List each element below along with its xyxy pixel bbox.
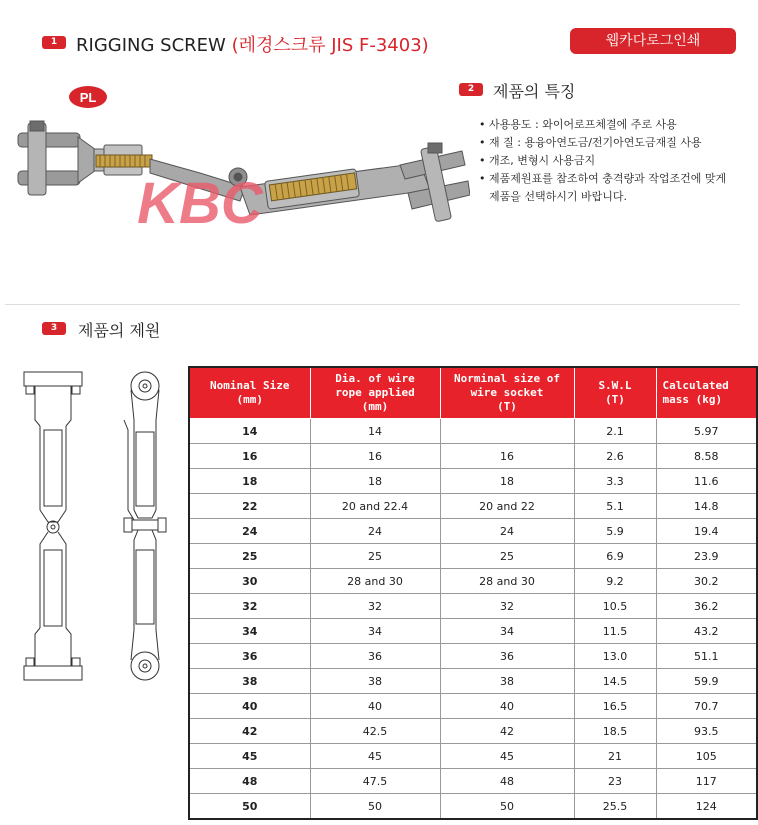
cell-swl: 16.5	[574, 694, 656, 719]
header-nominal-size: Nominal Size (mm)	[189, 367, 310, 419]
cell-wire-dia: 45	[310, 744, 440, 769]
cell-wire-socket: 40	[440, 694, 574, 719]
cell-nominal-size: 25	[189, 544, 310, 569]
cell-wire-socket: 16	[440, 444, 574, 469]
cell-nominal-size: 30	[189, 569, 310, 594]
cell-mass: 43.2	[656, 619, 757, 644]
cell-wire-dia: 16	[310, 444, 440, 469]
header-swl: S.W.L (T)	[574, 367, 656, 419]
cell-wire-socket: 42	[440, 719, 574, 744]
cell-swl: 18.5	[574, 719, 656, 744]
cell-mass: 59.9	[656, 669, 757, 694]
cell-wire-socket: 48	[440, 769, 574, 794]
cell-mass: 8.58	[656, 444, 757, 469]
cell-wire-socket: 20 and 22	[440, 494, 574, 519]
cell-swl: 21	[574, 744, 656, 769]
table-header-row	[189, 367, 757, 419]
feature-item: • 제품제원표를 참조하여 충격량과 작업조건에 맞게	[479, 170, 754, 188]
table-row	[189, 569, 757, 594]
technical-drawing	[10, 360, 180, 695]
header-wire-socket: Norminal size of wire socket (T)	[440, 367, 574, 419]
table-row	[189, 619, 757, 644]
cell-swl: 5.9	[574, 519, 656, 544]
page-title-sub: (레경스크류 JIS F-3403)	[231, 35, 429, 56]
cell-nominal-size: 42	[189, 719, 310, 744]
cell-nominal-size: 16	[189, 444, 310, 469]
cell-wire-dia: 18	[310, 469, 440, 494]
cell-mass: 93.5	[656, 719, 757, 744]
cell-wire-socket: 36	[440, 644, 574, 669]
cell-mass: 36.2	[656, 594, 757, 619]
cell-swl: 13.0	[574, 644, 656, 669]
cell-nominal-size: 36	[189, 644, 310, 669]
cell-mass: 23.9	[656, 544, 757, 569]
table-row	[189, 594, 757, 619]
cell-nominal-size: 38	[189, 669, 310, 694]
header-mass: Calculated mass (kg)	[656, 367, 757, 419]
table-row	[189, 744, 757, 769]
cell-wire-dia: 34	[310, 619, 440, 644]
cell-mass: 117	[656, 769, 757, 794]
cell-wire-socket: 28 and 30	[440, 569, 574, 594]
cell-nominal-size: 34	[189, 619, 310, 644]
cell-wire-dia: 40	[310, 694, 440, 719]
cell-wire-socket: 50	[440, 794, 574, 820]
table-row	[189, 794, 757, 820]
cell-nominal-size: 18	[189, 469, 310, 494]
header-wire-dia: Dia. of wire rope applied (mm)	[310, 367, 440, 419]
cell-wire-dia: 24	[310, 519, 440, 544]
cell-swl: 23	[574, 769, 656, 794]
cell-wire-dia: 32	[310, 594, 440, 619]
section-3-badge: 3	[42, 322, 66, 335]
cell-wire-dia: 14	[310, 419, 440, 444]
cell-wire-socket: 34	[440, 619, 574, 644]
cell-swl: 10.5	[574, 594, 656, 619]
feature-item: • 사용용도 : 와이어로프체결에 주로 사용	[479, 116, 754, 134]
cell-swl: 11.5	[574, 619, 656, 644]
cell-swl: 5.1	[574, 494, 656, 519]
table-row	[189, 694, 757, 719]
cell-nominal-size: 50	[189, 794, 310, 820]
cell-swl: 2.1	[574, 419, 656, 444]
cell-nominal-size: 24	[189, 519, 310, 544]
table-row	[189, 469, 757, 494]
cell-wire-dia: 28 and 30	[310, 569, 440, 594]
cell-wire-socket: 32	[440, 594, 574, 619]
table-row	[189, 519, 757, 544]
feature-item: • 개조, 변형시 사용금지	[479, 152, 754, 170]
cell-wire-dia: 20 and 22.4	[310, 494, 440, 519]
kbc-watermark-logo: KBC	[137, 171, 263, 236]
page-title	[76, 31, 429, 57]
cell-mass: 70.7	[656, 694, 757, 719]
section-1-badge: 1	[42, 36, 66, 49]
cell-nominal-size: 22	[189, 494, 310, 519]
divider	[5, 304, 740, 305]
cell-swl: 6.9	[574, 544, 656, 569]
cell-wire-socket: 38	[440, 669, 574, 694]
cell-nominal-size: 40	[189, 694, 310, 719]
cell-nominal-size: 48	[189, 769, 310, 794]
svg-text:PL: PL	[79, 90, 97, 105]
section-2-title: 제품의 특징	[493, 82, 576, 101]
spec-table	[188, 366, 758, 820]
table-row	[189, 669, 757, 694]
table-row	[189, 494, 757, 519]
cell-wire-dia: 38	[310, 669, 440, 694]
cell-wire-dia: 25	[310, 544, 440, 569]
cell-swl: 2.6	[574, 444, 656, 469]
table-row	[189, 644, 757, 669]
cell-nominal-size: 32	[189, 594, 310, 619]
page-title-main: RIGGING SCREW	[76, 35, 226, 56]
cell-mass: 14.8	[656, 494, 757, 519]
product-photo	[0, 75, 470, 300]
section-2-badge: 2	[459, 83, 483, 96]
cell-wire-dia: 42.5	[310, 719, 440, 744]
cell-swl: 25.5	[574, 794, 656, 820]
cell-wire-socket	[440, 419, 574, 444]
section-3-title: 제품의 제원	[78, 321, 161, 340]
table-row	[189, 419, 757, 444]
cell-wire-socket: 24	[440, 519, 574, 544]
cell-mass: 19.4	[656, 519, 757, 544]
table-row	[189, 769, 757, 794]
cell-wire-socket: 45	[440, 744, 574, 769]
cell-mass: 124	[656, 794, 757, 820]
cell-wire-socket: 25	[440, 544, 574, 569]
cell-wire-dia: 36	[310, 644, 440, 669]
cell-mass: 51.1	[656, 644, 757, 669]
feature-item-continuation: 제품을 선택하시기 바랍니다.	[489, 190, 628, 203]
cell-wire-dia: 50	[310, 794, 440, 820]
cell-swl: 3.3	[574, 469, 656, 494]
table-row	[189, 444, 757, 469]
cell-mass: 5.97	[656, 419, 757, 444]
cell-wire-dia: 47.5	[310, 769, 440, 794]
table-row	[189, 544, 757, 569]
cell-mass: 30.2	[656, 569, 757, 594]
feature-item: • 재 질 : 용융아연도금/전기아연도금재질 사용	[479, 134, 754, 152]
cell-nominal-size: 14	[189, 419, 310, 444]
cell-nominal-size: 45	[189, 744, 310, 769]
cell-swl: 9.2	[574, 569, 656, 594]
cell-wire-socket: 18	[440, 469, 574, 494]
features-list	[479, 116, 754, 206]
cell-mass: 105	[656, 744, 757, 769]
table-row	[189, 719, 757, 744]
pl-logo	[69, 86, 107, 108]
cell-mass: 11.6	[656, 469, 757, 494]
cell-swl: 14.5	[574, 669, 656, 694]
web-catalog-print-button[interactable]: 웹카다로그인쇄	[570, 28, 736, 54]
